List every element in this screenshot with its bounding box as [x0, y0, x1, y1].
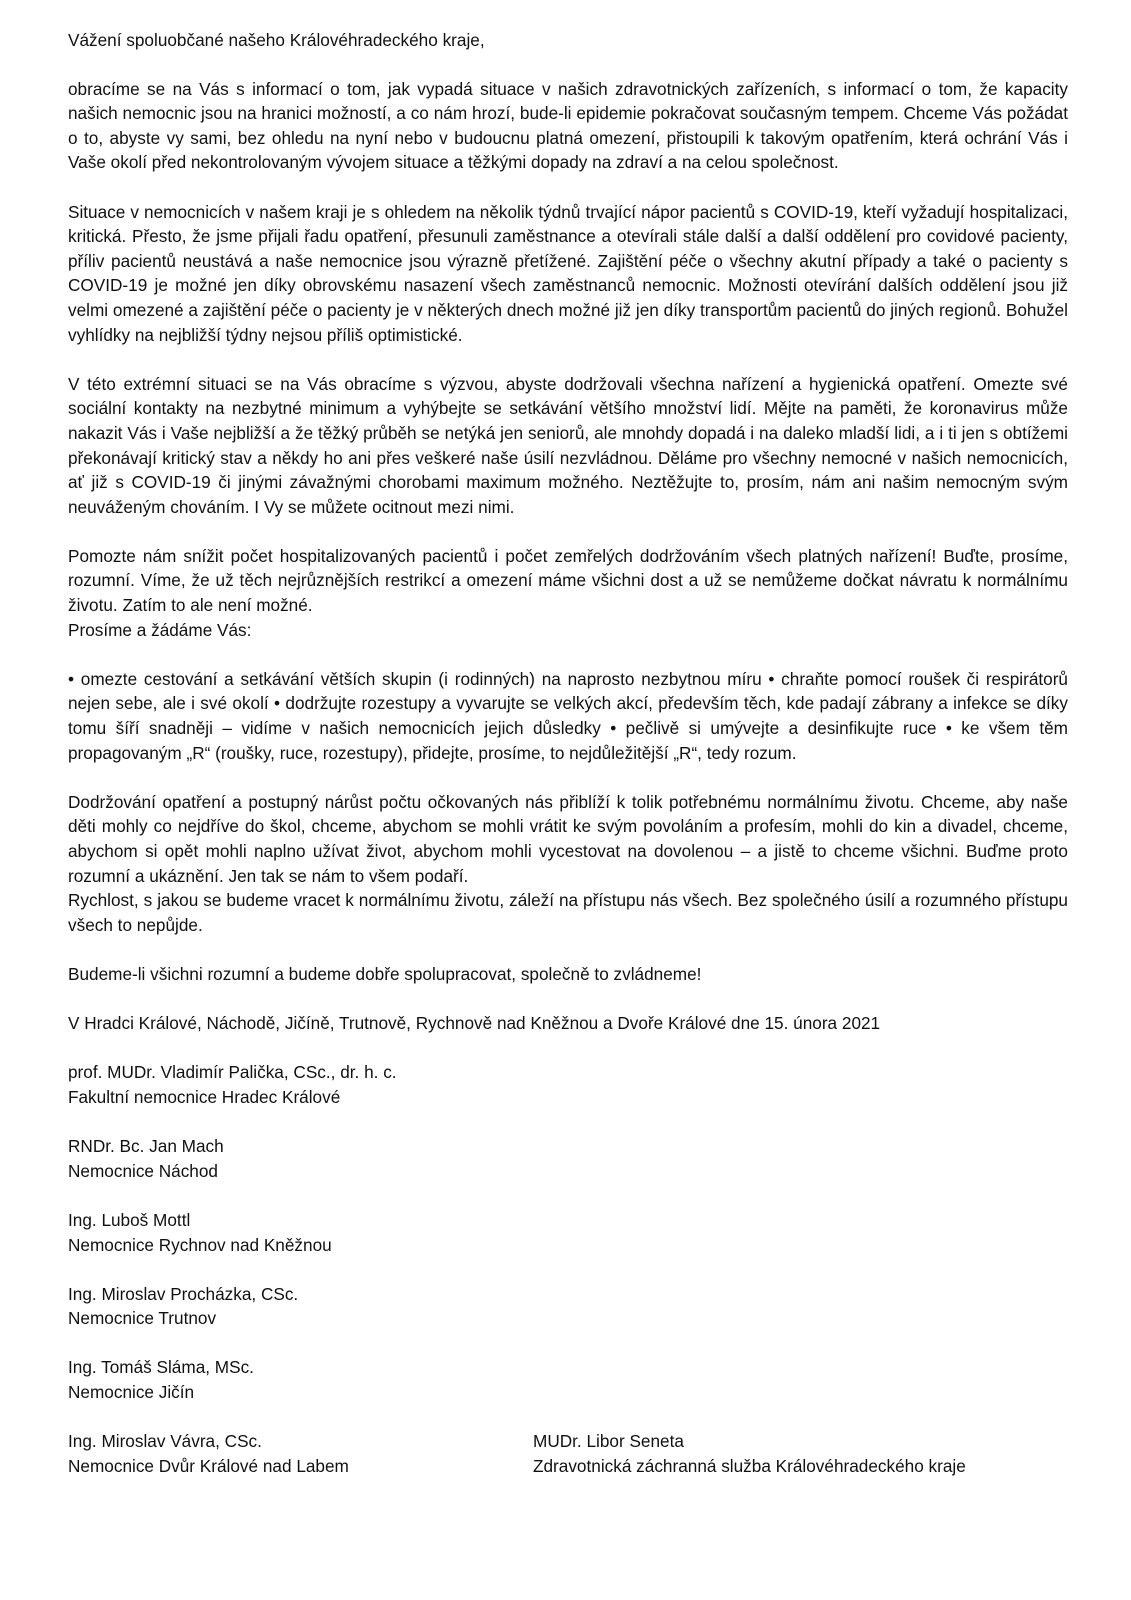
- paragraph-intro: obracíme se na Vás s informací o tom, jak vypadá situace v našich zdravotnických zařízeních, s informací o tom, že kapacity našich nemocnic jsou na hranici možností, a co nám hrozí, bude-li epidemie pokračovat současným tempem. Chceme Vás požádat o to, abyste vy sami, bez ohledu na nyní nebo v budoucnu platná omezení, přistoupili k takovým opatřením, která ochrání Vás i Vaše okolí před nekontrolovaným vývojem situace a těžkými dopady na zdraví a na celou společnost.: [68, 78, 1068, 173]
- place-date: V Hradci Králové, Náchodě, Jičíně, Trutnově, Rychnově nad Kněžnou a Dvoře Králové dne 15. února 2021: [68, 1013, 881, 1034]
- signatory-org: Nemocnice Dvůr Králové nad Labem: [68, 1455, 349, 1476]
- request-intro: Prosíme a žádáme Vás:: [68, 619, 252, 640]
- signature-block: [68, 1208, 1068, 1257]
- signatory-name: MUDr. Libor Seneta: [533, 1431, 684, 1452]
- paragraph-help-us: Pomozte nám snížit počet hospitalizovaných pacientů i počet zemřelých dodržováním všech platných nařízení! Buďte, prosíme, rozumní. Víme, že už těch nejrůznějších restrikcí a omezení máme všichni dost a už se nemůžeme dočkat návratu k normálnímu životu. Zatím to ale není možné.: [68, 545, 1068, 616]
- signatory-name: Ing. Miroslav Procházka, CSc.: [68, 1283, 299, 1304]
- signatory-org: Nemocnice Rychnov nad Kněžnou: [68, 1234, 332, 1255]
- letter-page: [68, 28, 1068, 1478]
- signatory-org: Nemocnice Náchod: [68, 1160, 218, 1181]
- signatory-name: Ing. Miroslav Vávra, CSc.: [68, 1431, 262, 1452]
- closing-line: Budeme-li všichni rozumní a budeme dobře spolupracovat, společně to zvládneme!: [68, 963, 702, 984]
- paragraph-speed: Rychlost, s jakou se budeme vracet k normálnímu životu, záleží na přístupu nás všech. Bez společného úsilí a rozumného přístupu všech to nepůjde.: [68, 890, 1068, 935]
- paragraph-hope: Dodržování opatření a postupný nárůst počtu očkovaných nás přiblíží k tolik potřebnému normálnímu životu. Chceme, aby naše děti mohly co nejdříve do škol, chceme, abychom se mohli vrátit ke svým povoláním a profesím, mohli do kin a divadel, chceme, abychom si opět mohli naplno užívat život, abychom mohli vycestovat na dovolenou – a jistě to chceme všichni. Buďme proto rozumní a ukáznění. Jen tak se nám to všem podaří.: [68, 791, 1068, 886]
- paragraph-appeal-rules: V této extrémní situaci se na Vás obracíme s výzvou, abyste dodržovali všechna nařízení a hygienická opatření. Omezte své sociální kontakty na nezbytné minimum a vyhýbejte se setkávání většího množství lidí. Mějte na paměti, že koronavirus může nakazit Vás i Vaše nejbližší a že těžký průběh se netýká jen seniorů, ale mnohdy dopadá i na daleko mladší lidi, a i ti jen s obtížemi překonávají kritický stav a někdy ho ani přes veškeré naše úsilí nezvládnou. Děláme pro všechny nemocné v našich nemocnicích, ať již s COVID-19 či jinými závažnými chorobami maximum možného. Neztěžujte to, prosím, nám ani našim nemocným svým neuváženým chováním. I Vy se můžete ocitnout mezi nimi.: [68, 373, 1068, 517]
- signature-block: [68, 1355, 1068, 1404]
- signatory-org: Fakultní nemocnice Hradec Králové: [68, 1086, 341, 1107]
- signatory-org: Zdravotnická záchranná služba Královéhradeckého kraje: [533, 1455, 966, 1476]
- signatory-org: Nemocnice Trutnov: [68, 1308, 217, 1329]
- signatory-name: Ing. Luboš Mottl: [68, 1209, 191, 1230]
- request-list: • omezte cestování a setkávání větších skupin (i rodinných) na naprosto nezbytnou míru • chraňte pomocí roušek či respirátorů nejen sebe, ale i své okolí • dodržujte rozestupy a vyvarujte se velkých akcí, především těch, kde padají zábrany a infekce se díky tomu šíří snadněji – vidíme v našich nemocnicích jejich důsledky • pečlivě si umývejte a desinfikujte ruce • ke všem těm propagovaným „R“ (roušky, ruce, rozestupy), přidejte, prosíme, to nejdůležitější „R“, tedy rozum.: [68, 668, 1068, 763]
- signatory-org: Nemocnice Jičín: [68, 1382, 195, 1403]
- signature-block: [533, 1429, 1068, 1478]
- signature-block: [68, 1060, 1068, 1109]
- signature-block: [68, 1134, 1068, 1183]
- signatory-name: RNDr. Bc. Jan Mach: [68, 1136, 224, 1157]
- signature-block: [68, 1282, 1068, 1331]
- salutation: Vážení spoluobčané našeho Královéhradeckého kraje,: [68, 30, 485, 50]
- paragraph-situation: Situace v nemocnicích v našem kraji je s ohledem na několik týdnů trvající nápor pacientů s COVID-19, kteří vyžadují hospitalizaci, kritická. Přesto, že jsme přijali řadu opatření, přesunuli zaměstnance a otevírali stále další a další oddělení pro covidové pacienty, příliv pacientů neustává a naše nemocnice jsou výrazně přetížené. Zajištění péče o všechny akutní případy a také o pacienty s COVID-19 je možné jen díky obrovskému nasazení všech zaměstnanců nemocnic. Možnosti otevírání dalších oddělení jsou již velmi omezené a zajištění péče o pacienty je v některých dnech možné již jen díky transportům pacientů do jiných regionů. Bohužel vyhlídky na nejbližší týdny nejsou příliš optimistické.: [68, 201, 1068, 345]
- signature-row: [68, 1429, 1068, 1478]
- signature-block: [68, 1429, 533, 1478]
- signatory-name: prof. MUDr. Vladimír Palička, CSc., dr. h. c.: [68, 1062, 397, 1083]
- signatory-name: Ing. Tomáš Sláma, MSc.: [68, 1357, 254, 1378]
